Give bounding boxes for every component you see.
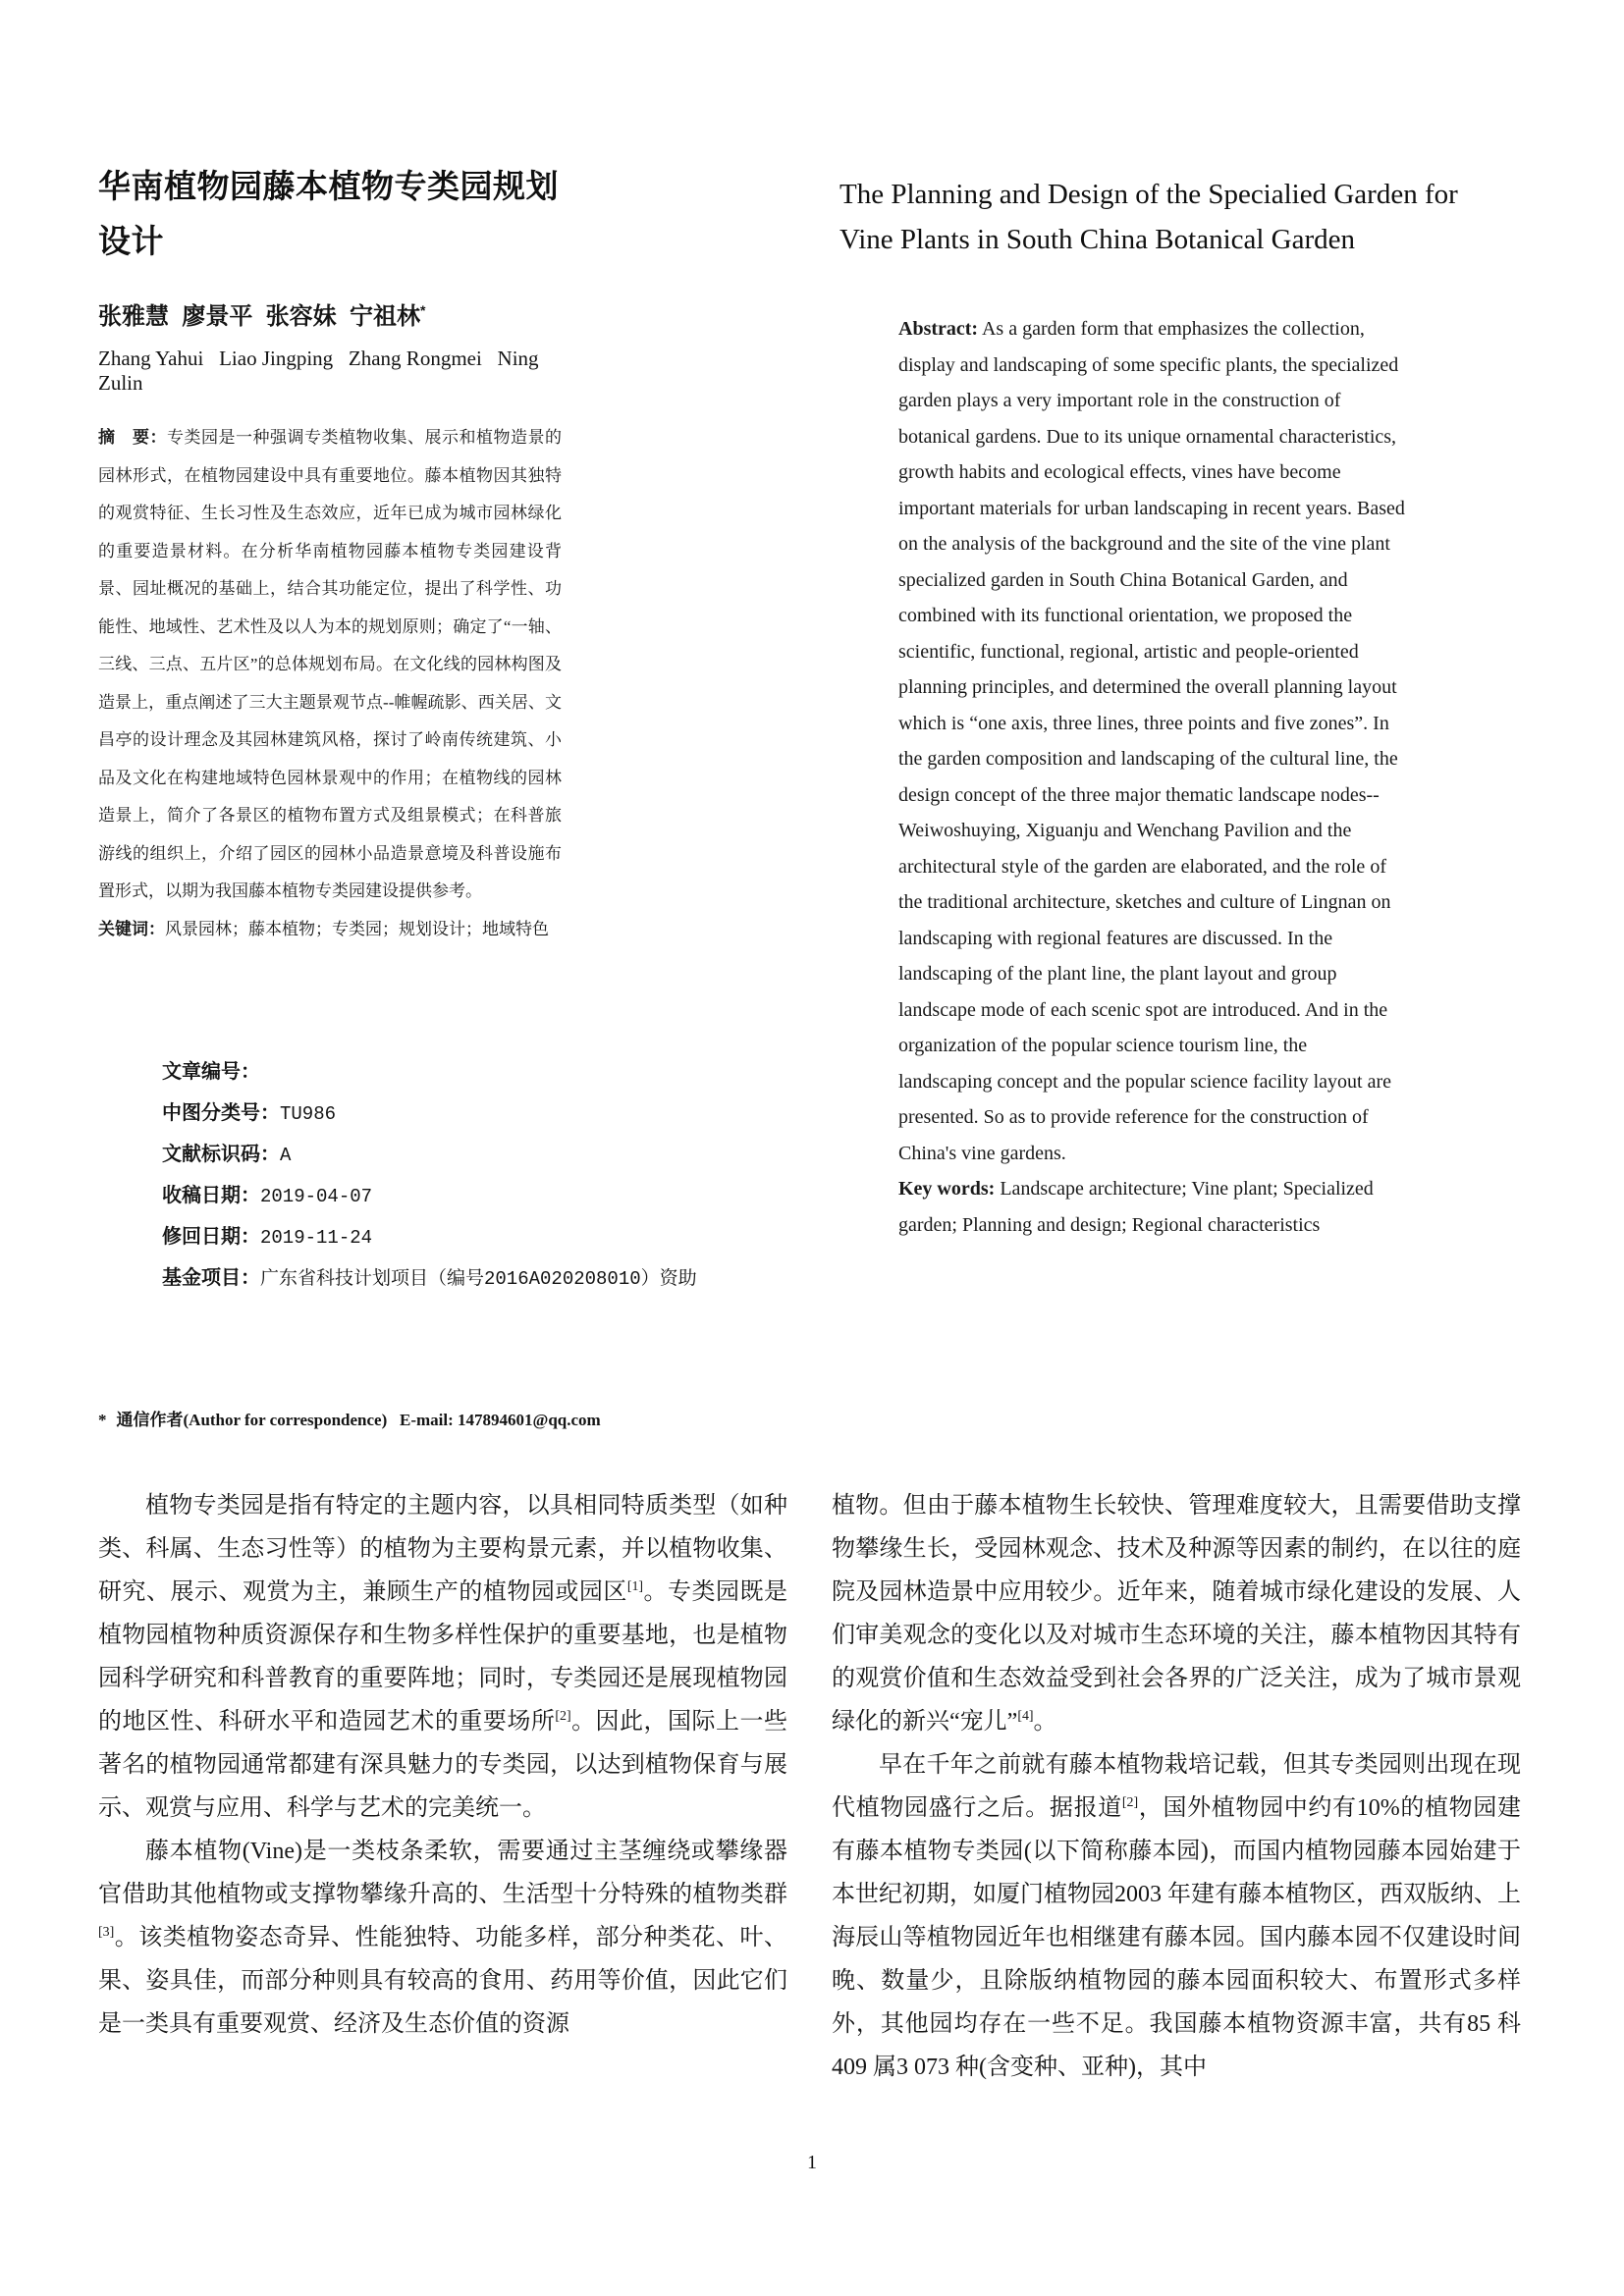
body-paragraph: 藤本植物(Vine)是一类枝条柔软，需要通过主茎缠绕或攀缘器官借助其他植物或支撑物攀缘升高的、生活型十分特殊的植物类群[3]。该类植物姿态奇异、性能独特、功能多样，部分种类花、叶、果、姿具佳，而部分种则具有较高的食用、药用等价值，因此它们是一类具有重要观赏、经济及生态价值的资源 <box>98 1839 787 2037</box>
meta-clc-number: 中图分类号：TU986 <box>162 1102 337 1125</box>
article-metadata <box>162 1052 751 1300</box>
abstract-chinese-text: 专类园是一种强调专类植物收集、展示和植物造景的园林形式，在植物园建设中具有重要地位。藤本植物因其独特的观赏特征、生长习性及生态效应，近年已成为城市园林绿化的重要造景材料。在分析华南植物园藤本植物专类园建设背景、园址概况的基础上，结合其功能定位，提出了科学性、功能性、地域性、艺术性及以人为本的规划原则；确定了“一轴、三线、三点、五片区”的总体规划布局。在文化线的园林构图及造景上，重点阐述了三大主题景观节点--帷幄疏影、西关居、文昌亭的设计理念及其园林建筑风格，探讨了岭南传统建筑、小品及文化在构建地域特色园林景观中的作用；在植物线的园林造景上，简介了各景区的植物布置方式及组景模式；在科普旅游线的组织上，介绍了园区的园林小品造景意境及科普设施布置形式，以期为我国藤本植物专类园建设提供参考。 <box>98 428 562 900</box>
authors-chinese-names: 张雅慧 廖景平 张容妹 宁祖林 <box>98 303 421 330</box>
footnote-text: 通信作者(Author for correspondence) E-mail: 147894601@qq.com <box>116 1411 601 1429</box>
meta-article-number: 文章编号： <box>162 1061 260 1083</box>
page-number: 1 <box>807 2152 817 2173</box>
meta-fund-project: 基金项目：广东省科技计划项目（编号2016A020208010）资助 <box>162 1267 697 1290</box>
body-paragraph: 植物专类园是指有特定的主题内容，以具相同特质类型（如种类、科属、生态习性等）的植物为主要构景元素，并以植物收集、研究、展示、观赏为主，兼顾生产的植物园或园区[1]。专类园既是植物园植物种质资源保存和生物多样性保护的重要基地，也是植物园科学研究和科普教育的重要阵地；同时，专类园还是展现植物园的地区性、科研水平和造园艺术的重要场所[2]。因此，国际上一些著名的植物园通常都建有深具魅力的专类园，以达到植物保育与展示、观赏与应用、科学与艺术的完美统一。 <box>98 1493 788 1821</box>
body-paragraph: 早在千年之前就有藤本植物栽培记载，但其专类园则出现在现代植物园盛行之后。据报道[2]，国外植物园中约有10%的植物园建有藤本植物专类园(以下简称藤本园)，而国内植物园藤本园始建于本世纪初期，如厦门植物园2003 年建有藤本植物区，西双版纳、上海辰山等植物园近年也相继建有藤本园。国内藤本园不仅建设时间晚、数量少，且除版纳植物园的藤本园面积较大、布置形式多样外，其他园均存在一些不足。我国藤本植物资源丰富，共有85 科409 属3 073 种(含变种、亚种)，其中 <box>832 1752 1521 2080</box>
abstract-chinese-label: 摘 要： <box>98 428 167 447</box>
corresponding-author-asterisk: * <box>420 302 426 318</box>
footnote-asterisk: * <box>98 1411 107 1429</box>
keywords-chinese-label: 关键词： <box>98 919 165 938</box>
meta-revised-date: 修回日期：2019-11-24 <box>162 1226 373 1249</box>
keywords-chinese <box>98 911 562 949</box>
keywords-chinese-text: 风景园林；藤本植物；专类园；规划设计；地域特色 <box>165 919 549 938</box>
body-text <box>98 1484 1526 2089</box>
corresponding-author-footnote <box>98 1406 668 1430</box>
paper-title-chinese: 华南植物园藤本植物专类园规划设计 <box>98 168 559 259</box>
abstract-english-label: Abstract: <box>898 318 979 340</box>
keywords-english-label: Key words: <box>898 1178 996 1200</box>
abstract-english-text: As a garden form that emphasizes the collection, display and landscaping of some specific plants, the specialized garden plays a very important role in the construction of botanical gardens. Due to its unique ornamental characteristics, growth habits and ecological effects, vines have become important materials for urban landscaping in recent years. Based on the analysis of the background and the site of the vine plant specialized garden in South China Botanical Garden, and combined with its functional orientation, we proposed the scientific, functional, regional, artistic and people-oriented planning principles, and determined the overall planning layout which is “one axis, three lines, three points and five zones”. In the garden composition and landscaping of the cultural line, the design concept of the three major thematic landscape nodes--Weiwoshuying, Xiguanju and Wenchang Pavilion and the architectural style of the garden are elaborated, and the role of the traditional architecture, sketches and culture of Lingnan on landscaping with regional features are discussed. In the landscaping of the plant line, the plant layout and group landscape mode of each scenic spot are introduced. And in the organization of the popular science tourism line, the landscaping concept and the popular science facility layout are presented. So as to provide reference for the construction of China's vine gardens. <box>898 318 1405 1164</box>
paper-title-english: The Planning and Design of the Specialied Garden for Vine Plants in South China Botanical Garden <box>839 179 1458 255</box>
meta-received-date: 收稿日期：2019-04-07 <box>162 1185 373 1207</box>
authors-english: Zhang Yahui Liao Jingping Zhang Rongmei Ning Zulin <box>98 347 544 395</box>
authors-chinese <box>98 296 562 331</box>
body-column-left <box>98 1484 787 2089</box>
body-column-right <box>832 1484 1521 2089</box>
meta-document-code: 文献标识码：A <box>162 1144 292 1166</box>
abstract-english <box>898 311 1405 1171</box>
keywords-english <box>898 1171 1405 1243</box>
abstract-english-block <box>898 311 1405 1243</box>
abstract-chinese <box>98 419 562 911</box>
keywords-english-text: Landscape architecture; Vine plant; Specialized garden; Planning and design; Regional characteristics <box>898 1178 1374 1236</box>
chinese-header-column <box>98 159 562 948</box>
body-paragraph-continued: 植物。但由于藤本植物生长较快、管理难度较大，且需要借助支撑物攀缘生长，受园林观念、技术及种源等因素的制约，在以往的庭院及园林造景中应用较少。近年来，随着城市绿化建设的发展、人们审美观念的变化以及对城市生态环境的关注，藤本植物因其特有的观赏价值和生态效益受到社会各界的广泛关注，成为了城市景观绿化的新兴“宠儿”[4]。 <box>832 1493 1521 1735</box>
english-header-column <box>839 172 1483 1243</box>
